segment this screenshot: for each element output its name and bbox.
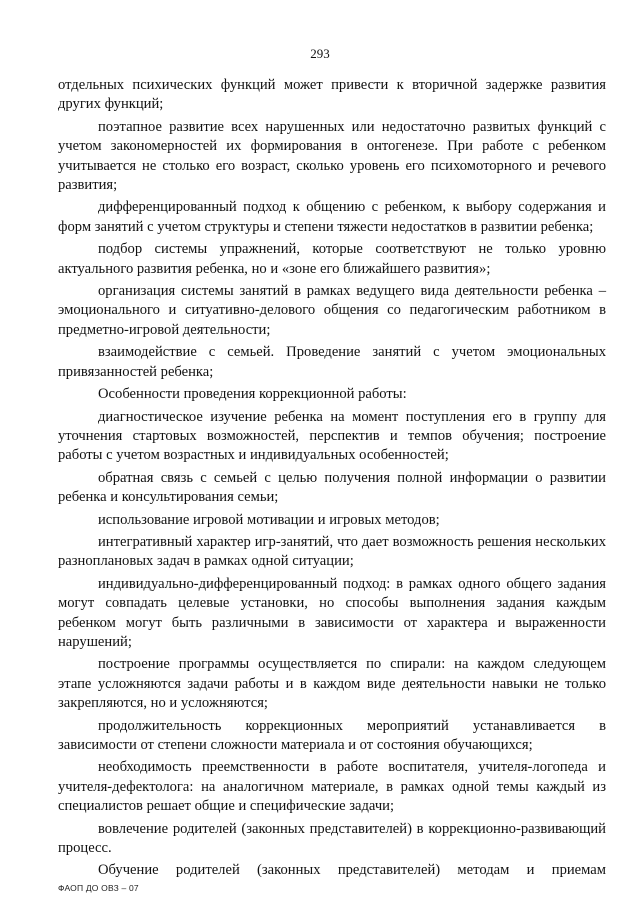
paragraph: взаимодействие с семьей. Проведение занятий с учетом эмоциональных привязанностей ребенка; — [58, 344, 606, 380]
paragraph: Особенности проведения коррекционной работы: — [98, 386, 407, 403]
paragraph: подбор системы упражнений, которые соответствуют не только уровню актуального развития ребенка, но и «зоне его ближайшего развития»; — [58, 241, 606, 277]
paragraph: построение программы осуществляется по спирали: на каждом следующем этапе усложняются задачи работы и в каждом виде деятельности навыки не только закрепляются, но и усложняются; — [58, 656, 606, 712]
footer-label: ФАОП ДО ОВЗ – 07 — [58, 883, 139, 893]
paragraph: Обучение родителей (законных представителей) методам и приемам — [98, 862, 606, 879]
paragraph: отдельных психических функций может привести к вторичной задержке развития других функций; — [58, 77, 606, 113]
paragraph: поэтапное развитие всех нарушенных или недостаточно развитых функций с учетом закономерностей их формирования в онтогенезе. При работе с ребенком учитывается не столько его возраст, сколько уровень его психомоторного и речевого развития; — [58, 118, 606, 194]
paragraph: организация системы занятий в рамках ведущего вида деятельности ребенка – эмоционального и ситуативно-делового общения со педагогическим работником в предметно-игровой деятельности; — [58, 283, 606, 338]
paragraph: использование игровой мотивации и игровых методов; — [98, 511, 440, 528]
paragraph: диагностическое изучение ребенка на момент поступления его в группу для уточнения стартовых возможностей, перспектив и темпов обучения; построение работы с учетом возрастных и индивидуальных особенностей; — [58, 408, 606, 464]
paragraph: обратная связь с семьей с целью получения полной информации о развитии ребенка и консультирования семьи; — [58, 469, 606, 506]
paragraph: индивидуально-дифференцированный подход: в рамках одного общего задания могут совпадать целевые установки, но способы выполнения задания каждым ребенком могут быть различными в зависимости от характера и выраженности нарушений; — [58, 575, 606, 650]
paragraph: необходимость преемственности в работе воспитателя, учителя-логопеда и учителя-дефектолога: на аналогичном материале, в рамках одной темы каждый из специалистов решает общие и специфические задачи; — [58, 759, 606, 815]
paragraph: вовлечение родителей (законных представителей) в коррекционно-развивающий процесс. — [58, 820, 606, 857]
body-text — [58, 76, 606, 884]
paragraph: интегративный характер игр-занятий, что дает возможность решения нескольких разноплановых задач в рамках одной ситуации; — [58, 533, 606, 570]
page-number: 293 — [310, 46, 330, 61]
paragraph: дифференцированный подход к общению с ребенком, к выбору содержания и форм занятий с учетом структуры и степени тяжести недостатков в развитии ребенка; — [58, 199, 606, 235]
paragraph: продолжительность коррекционных мероприятий устанавливается в зависимости от степени сложности материала и от состояния обучающихся; — [58, 717, 606, 753]
